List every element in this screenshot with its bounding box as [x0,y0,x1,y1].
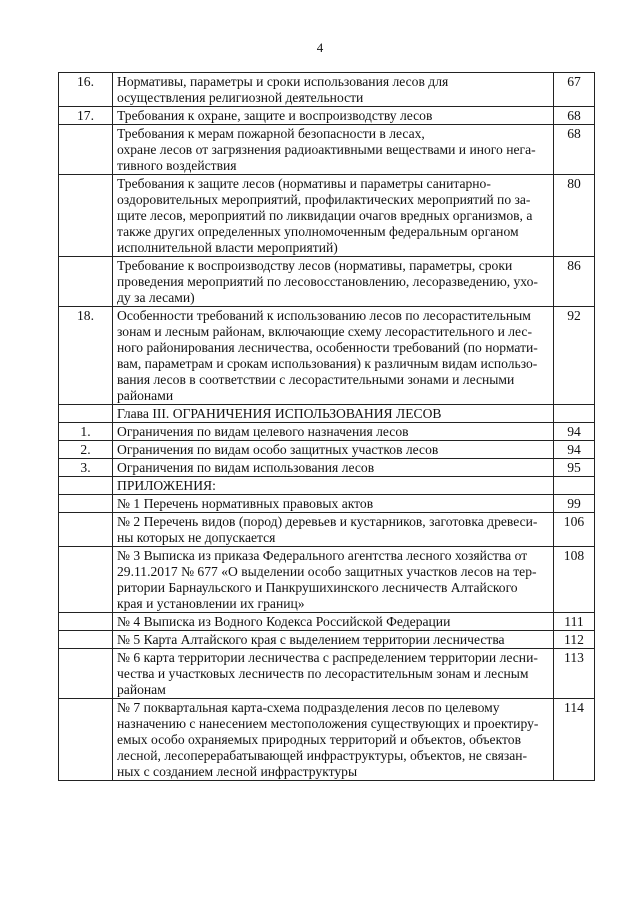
table-row [59,649,595,699]
row-page [554,405,595,423]
row-title: Нормативы, параметры и сроки использования лесов для осуществления религиозной деятельности [113,73,554,107]
table-row [59,73,595,107]
row-page: 95 [554,459,595,477]
table-row [59,613,595,631]
row-page: 113 [554,649,595,699]
row-page: 80 [554,175,595,257]
row-number [59,513,113,547]
row-number [59,257,113,307]
table-row [59,257,595,307]
row-title: Ограничения по видам целевого назначения лесов [113,423,554,441]
table-row [59,423,595,441]
row-page: 86 [554,257,595,307]
row-title: Ограничения по видам использования лесов [113,459,554,477]
row-page: 94 [554,423,595,441]
table-row [59,405,595,423]
row-title: № 3 Выписка из приказа Федерального агентства лесного хозяйства от 29.11.2017 № 677 «О выделении особо защитных участков лесов на тер- ритории Барнаульского и Панкрушихинского лесничеств Алтайского края и установлении их границ» [113,547,554,613]
row-number: 17. [59,107,113,125]
row-page: 114 [554,699,595,781]
row-number [59,477,113,495]
row-page: 112 [554,631,595,649]
table-row [59,513,595,547]
contents-table [58,72,595,781]
row-number [59,547,113,613]
table-row [59,477,595,495]
row-page: 99 [554,495,595,513]
row-page: 111 [554,613,595,631]
row-page: 94 [554,441,595,459]
row-page: 106 [554,513,595,547]
table-row [59,125,595,175]
appendix-heading: ПРИЛОЖЕНИЯ: [113,477,554,495]
row-number: 2. [59,441,113,459]
table-row [59,175,595,257]
row-page: 68 [554,125,595,175]
row-number [59,631,113,649]
row-title: № 2 Перечень видов (пород) деревьев и кустарников, заготовка древеси- ны которых не допускается [113,513,554,547]
row-number [59,405,113,423]
row-number [59,125,113,175]
table-row [59,631,595,649]
row-title: Требования к мерам пожарной безопасности в лесах, охране лесов от загрязнения радиоактивными веществами и иного нега- тивного воздействия [113,125,554,175]
table-row [59,459,595,477]
row-title: Требование к воспроизводству лесов (нормативы, параметры, сроки проведения мероприятий по лесовосстановлению, лесоразведению, ухо- ду за лесами) [113,257,554,307]
table-row [59,307,595,405]
row-title: № 1 Перечень нормативных правовых актов [113,495,554,513]
table-row [59,495,595,513]
row-number: 18. [59,307,113,405]
row-number [59,495,113,513]
row-number: 3. [59,459,113,477]
table-row [59,547,595,613]
row-number: 1. [59,423,113,441]
table-row [59,107,595,125]
row-title: Ограничения по видам особо защитных участков лесов [113,441,554,459]
row-title: Требования к защите лесов (нормативы и параметры санитарно- оздоровительных мероприятий, профилактических мероприятий по за- щите лесов, мероприятий по ликвидации очагов вредных организмов, а также других определенных уполномоченным федеральным органом исполнительной власти мероприятий) [113,175,554,257]
row-number [59,175,113,257]
row-title: № 7 поквартальная карта-схема подразделения лесов по целевому назначению с нанесением местоположения существующих и проектиру- емых особо охраняемых природных территорий и объектов, объектов лесной, лесоперерабатывающей инфраструктуры, объектов, не связан- ных с созданием лесной инфраструктуры [113,699,554,781]
row-title: № 6 карта территории лесничества с распределением территории лесни- чества и участковых лесничеств по лесорастительным зонам и лесным районам [113,649,554,699]
row-page: 68 [554,107,595,125]
row-page [554,477,595,495]
row-page: 67 [554,73,595,107]
table-row [59,441,595,459]
row-number [59,649,113,699]
row-title: Особенности требований к использованию лесов по лесорастительным зонам и лесным районам, включающие схему лесорастительного и лес- ного районирования лесничества, особенности требований (по нормати- вам, параметрам и срокам использования) к различным видам использо- вания лесов в соответствии с лесорастительными зонами и лесными районами [113,307,554,405]
row-number [59,613,113,631]
row-page: 92 [554,307,595,405]
row-title: Требования к охране, защите и воспроизводству лесов [113,107,554,125]
chapter-heading: Глава III. ОГРАНИЧЕНИЯ ИСПОЛЬЗОВАНИЯ ЛЕСОВ [113,405,554,423]
row-number: 16. [59,73,113,107]
row-title: № 5 Карта Алтайского края с выделением территории лесничества [113,631,554,649]
page-number: 4 [316,40,324,55]
table-row [59,699,595,781]
row-title: № 4 Выписка из Водного Кодекса Российской Федерации [113,613,554,631]
row-page: 108 [554,547,595,613]
row-number [59,699,113,781]
